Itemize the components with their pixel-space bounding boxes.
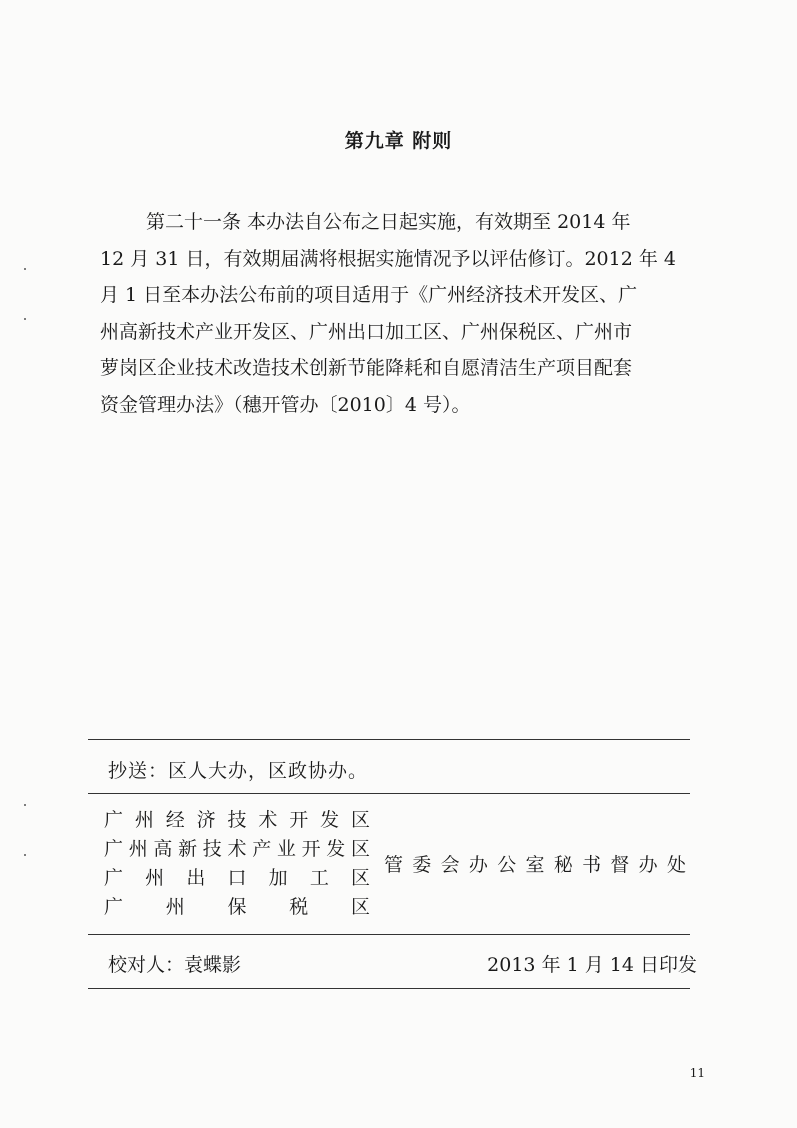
scan-speck (24, 854, 26, 856)
issuer-list (104, 806, 370, 922)
divider-rule (88, 934, 690, 935)
chapter-title: 第九章 附则 (344, 130, 453, 152)
issuer-name: 广州经济技术开发区 (104, 809, 370, 831)
scan-speck (24, 268, 26, 270)
article-21 (100, 204, 700, 423)
article-line: 州高新技术产业开发区、广州出口加工区、广州保税区、广州市 (100, 320, 633, 343)
proofreader: 校对人：袁蝶影 (108, 954, 242, 976)
cc-line: 抄送：区人大办，区政协办。 (108, 760, 369, 782)
article-line: 月 1 日至本办法公布前的项目适用于《广州经济技术开发区、广 (100, 284, 638, 306)
divider-rule (88, 739, 690, 740)
article-line: 萝岗区企业技术改造技术创新节能降耗和自愿清洁生产项目配套 (100, 357, 633, 379)
page-number: 11 (689, 1066, 705, 1080)
scan-speck (24, 804, 26, 806)
article-line: 资金管理办法》（穗开管办〔2010〕4 号）。 (100, 393, 471, 416)
divider-rule (88, 793, 690, 794)
issuer-name: 广州高新技术产业开发区 (104, 838, 370, 860)
article-line: 第二十一条 本办法自公布之日起实施，有效期至 2014 年 (146, 211, 631, 233)
issue-date: 2013 年 1 月 14 日印发 (487, 954, 697, 976)
issuer-name: 广州保税区 (104, 896, 370, 918)
issuer-name: 广州出口加工区 (104, 867, 370, 889)
article-line: 12 月 31 日，有效期届满将根据实施情况予以评估修订。2012 年 4 (100, 247, 676, 270)
issuing-office: 管委会办公室秘书督办处 (384, 854, 686, 876)
divider-rule (88, 988, 690, 989)
scan-speck (24, 318, 26, 320)
